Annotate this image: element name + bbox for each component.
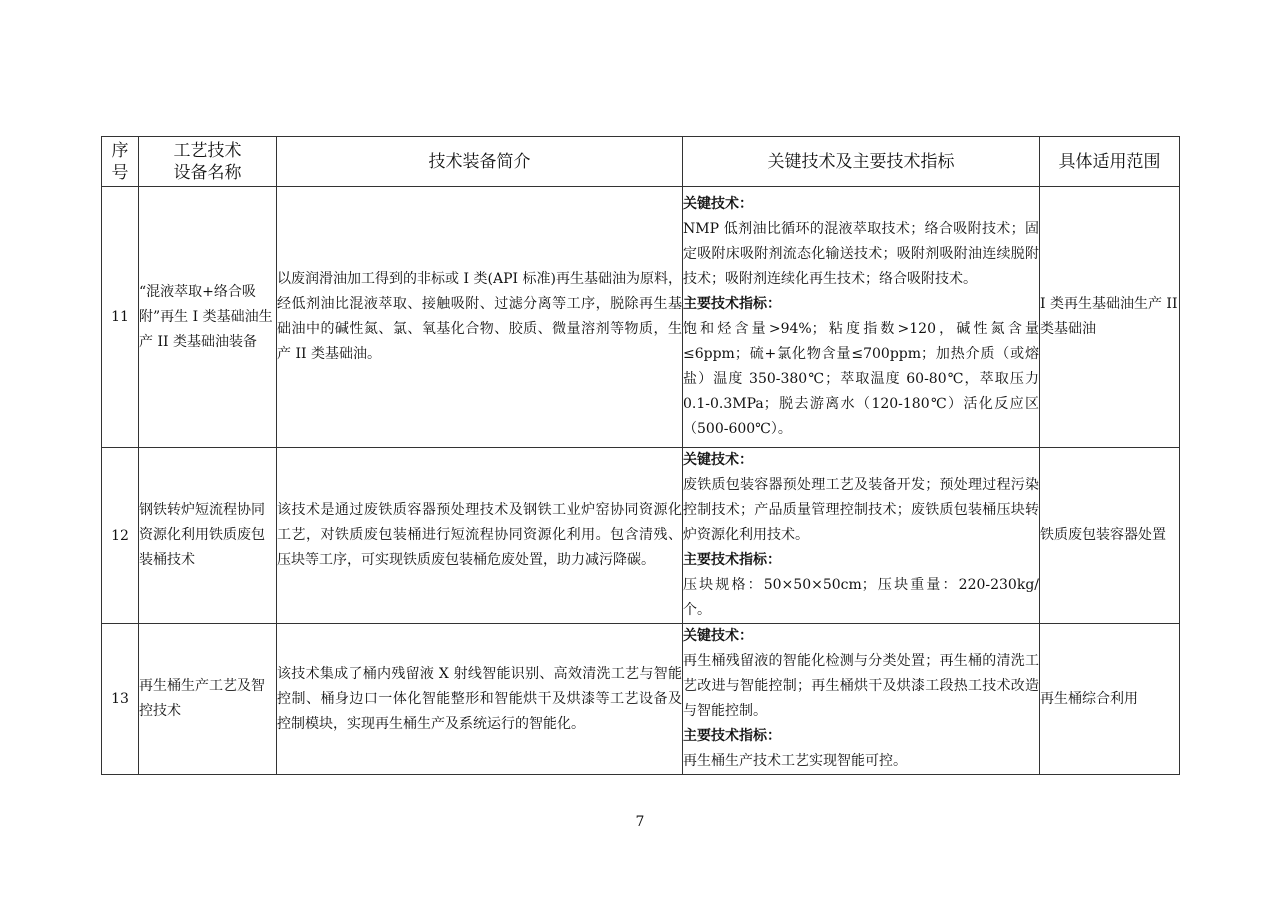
row-number: 11 xyxy=(102,187,139,448)
key-tech-text: 再生桶残留液的智能化检测与分类处置；再生桶的清洗工艺改进与智能控制；再生桶烘干及烘漆工段热工技术改造与智能控制。 xyxy=(683,653,1039,719)
index-text: 压块规格：50×50×50cm；压块重量：220-230kg/个。 xyxy=(683,577,1039,618)
key-tech-label: 关键技术： xyxy=(683,196,753,212)
index-text: 饱和烃含量>94%；粘度指数>120，碱性氮含量≤6ppm；硫+氯化物含量≤700ppm；加热介质（或熔盐）温度 350-380℃；萃取温度 60-80℃，萃取压力 0.1-0.3MPa；脱去游离水（120-180℃）活化反应区（500-600℃）。 xyxy=(683,321,1039,437)
index-text: 再生桶生产技术工艺实现智能可控。 xyxy=(683,753,907,769)
technology-table xyxy=(101,136,1180,775)
tech-name: 钢铁转炉短流程协同资源化利用铁质废包装桶技术 xyxy=(139,448,277,624)
header-intro: 技术装备简介 xyxy=(277,137,683,187)
row-number: 12 xyxy=(102,448,139,624)
header-scope: 具体适用范围 xyxy=(1040,137,1180,187)
tech-intro: 该技术集成了桶内残留液 X 射线智能识别、高效清洗工艺与智能控制、桶身边口一体化智能整形和智能烘干及烘漆等工艺设备及控制模块，实现再生桶生产及系统运行的智能化。 xyxy=(277,624,683,775)
index-label: 主要技术指标： xyxy=(683,552,781,568)
header-no: 序 号 xyxy=(102,137,139,187)
key-tech-text: NMP 低剂油比循环的混液萃取技术；络合吸附技术；固定吸附床吸附剂流态化输送技术；吸附剂吸附油连续脱附技术；吸附剂连续化再生技术；络合吸附技术。 xyxy=(683,221,1039,287)
page-number: 7 xyxy=(635,814,645,830)
header-name: 工艺技术 设备名称 xyxy=(139,137,277,187)
scope-cell: I 类再生基础油生产 II 类基础油 xyxy=(1040,187,1180,448)
tech-intro: 该技术是通过废铁质容器预处理技术及钢铁工业炉窑协同资源化工艺，对铁质废包装桶进行短流程协同资源化利用。包含清残、压块等工序，可实现铁质废包装桶危废处置，助力减污降碳。 xyxy=(277,448,683,624)
tech-name: “混液萃取+络合吸附”再生 I 类基础油生产 II 类基础油装备 xyxy=(139,187,277,448)
key-tech-cell xyxy=(683,624,1040,775)
row-number: 13 xyxy=(102,624,139,775)
table-header-row xyxy=(102,137,1180,187)
index-label: 主要技术指标： xyxy=(683,296,781,312)
tech-intro: 以废润滑油加工得到的非标或 I 类(API 标准)再生基础油为原料，经低剂油比混液萃取、接触吸附、过滤分离等工序，脱除再生基础油中的碱性氮、氯、氧基化合物、胶质、微量溶剂等物质，生产 II 类基础油。 xyxy=(277,187,683,448)
key-tech-cell xyxy=(683,448,1040,624)
table-row xyxy=(102,624,1180,775)
key-tech-label: 关键技术： xyxy=(683,628,753,644)
table-row xyxy=(102,448,1180,624)
scope-cell: 铁质废包装容器处置 xyxy=(1040,448,1180,624)
key-tech-cell xyxy=(683,187,1040,448)
key-tech-label: 关键技术： xyxy=(683,452,753,468)
key-tech-text: 废铁质包装容器预处理工艺及装备开发；预处理过程污染控制技术；产品质量管理控制技术；废铁质包装桶压块转炉资源化利用技术。 xyxy=(683,477,1039,543)
index-label: 主要技术指标： xyxy=(683,728,781,744)
tech-name: 再生桶生产工艺及智控技术 xyxy=(139,624,277,775)
table-row xyxy=(102,187,1180,448)
scope-cell: 再生桶综合利用 xyxy=(1040,624,1180,775)
header-key-tech: 关键技术及主要技术指标 xyxy=(683,137,1040,187)
